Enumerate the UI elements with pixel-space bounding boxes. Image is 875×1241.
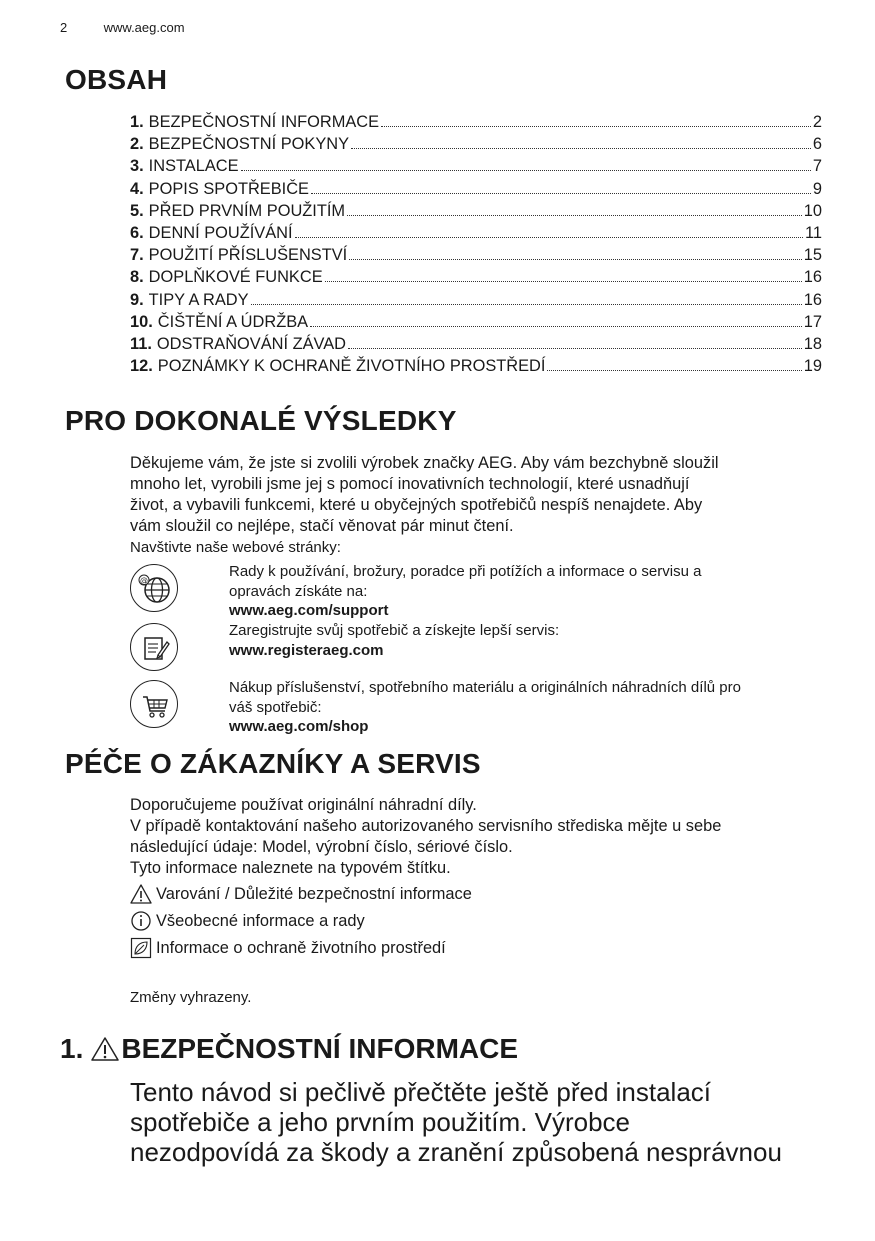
toc-leader (351, 148, 811, 149)
legend-warning (130, 883, 472, 905)
toc-item-page: 2 (812, 113, 822, 131)
toc-leader (381, 126, 811, 127)
toc-item-number: 3. (130, 157, 144, 176)
shop-link[interactable]: www.aeg.com/shop (229, 718, 369, 736)
safety-line: nezodpovídá za škody a zranění způsobená nesprávnou (130, 1137, 782, 1167)
toc-item-page: 19 (803, 357, 822, 376)
service-text: opravách získáte na: (229, 582, 368, 600)
toc-item-page: 16 (803, 268, 822, 287)
toc-item-number: 4. (130, 179, 144, 198)
toc-item-label: TIPY A RADY (148, 290, 249, 309)
toc-leader (295, 237, 803, 238)
results-line: život, a vybavili funkcemi, které u obyčejných spotřebičů nespíš nenajdete. Aby (130, 496, 703, 514)
service-text: Nákup příslušenství, spotřebního materiálu a originálních náhradních dílů pro (229, 679, 741, 696)
toc-item-label: INSTALACE (148, 157, 239, 176)
toc-item-number: 7. (130, 246, 144, 265)
toc-item-label: BEZPEČNOSTNÍ POKYNY (148, 135, 350, 154)
toc-item-label: ODSTRAŇOVÁNÍ ZÁVAD (156, 334, 347, 353)
toc-item[interactable] (130, 155, 822, 177)
table-of-contents (130, 111, 822, 377)
results-line: mnoho let, vyrobili jsme jej s pomocí inovativních technologií, které usnadňují (130, 475, 690, 493)
customer-line: Doporučujeme používat originální náhradní díly. (130, 796, 477, 814)
toc-leader (251, 304, 802, 305)
toc-item[interactable] (130, 333, 822, 355)
service-shop (229, 678, 741, 737)
toc-item-page: 16 (803, 290, 822, 309)
toc-leader (325, 281, 802, 282)
toc-item-page: 6 (812, 135, 822, 154)
safety-title: BEZPEČNOSTNÍ INFORMACE (121, 1033, 519, 1064)
toc-title: OBSAH (65, 64, 168, 95)
toc-item[interactable] (130, 355, 822, 377)
toc-item-page: 10 (803, 201, 822, 220)
toc-leader (547, 370, 801, 371)
changes-reserved: Změny vyhrazeny. (130, 989, 252, 1006)
results-line: Děkujeme vám, že jste si zvolili výrobek značky AEG. Aby vám bezchybně sloužil (130, 454, 719, 472)
toc-item[interactable] (130, 133, 822, 155)
toc-leader (347, 215, 802, 216)
service-text: Zaregistrujte svůj spotřebič a získejte lepší servis: (229, 622, 560, 639)
website-link[interactable]: www.aeg.com (103, 20, 185, 35)
toc-item-label: DOPLŇKOVÉ FUNKCE (148, 268, 323, 287)
info-icon (130, 910, 152, 932)
toc-item-label: POPIS SPOTŘEBIČE (148, 179, 309, 198)
warning-icon (130, 883, 152, 905)
toc-item-page: 18 (803, 334, 822, 353)
legend-environment (130, 937, 446, 959)
toc-leader (348, 348, 802, 349)
toc-item-number: 5. (130, 201, 144, 220)
warning-icon (91, 1035, 119, 1063)
customer-care-text (130, 795, 830, 879)
toc-item[interactable] (130, 111, 822, 133)
page-number: 2 (60, 20, 68, 35)
toc-item-label: DENNÍ POUŽÍVÁNÍ (148, 223, 293, 242)
toc-item-number: 1. (130, 113, 144, 131)
toc-item-label: POZNÁMKY K OCHRANĚ ŽIVOTNÍHO PROSTŘEDÍ (157, 357, 546, 376)
toc-item[interactable] (130, 200, 822, 222)
legend-label: Informace o ochraně životního prostředí (156, 939, 446, 957)
toc-item[interactable] (130, 222, 822, 244)
toc-item[interactable] (130, 244, 822, 266)
toc-item-number: 9. (130, 290, 144, 309)
page-header (60, 20, 185, 35)
toc-leader (310, 326, 802, 327)
safety-heading (60, 1033, 518, 1065)
toc-item-number: 11. (130, 334, 152, 353)
toc-item-label: POUŽITÍ PŘÍSLUŠENSTVÍ (148, 246, 348, 265)
toc-item-number: 8. (130, 268, 144, 287)
safety-line: Tento návod si pečlivě přečtěte ještě před instalací (130, 1077, 712, 1107)
service-register (229, 621, 559, 660)
register-link[interactable]: www.registeraeg.com (229, 641, 384, 659)
support-link[interactable]: www.aeg.com/support (229, 602, 389, 620)
results-line: vám sloužil co nejlépe, stačí věnovat pár minut čtení. (130, 517, 514, 535)
visit-website-text: Navštivte naše webové stránky: (130, 539, 341, 556)
legend-label: Všeobecné informace a rady (156, 912, 365, 930)
results-intro (130, 453, 830, 537)
legend-info (130, 910, 365, 932)
service-text: Rady k používání, brožury, poradce při potížích a informace o servisu a (229, 563, 702, 580)
toc-item-number: 2. (130, 135, 144, 154)
safety-line: spotřebiče a jeho prvním použitím. Výrobce (130, 1107, 631, 1137)
toc-item[interactable] (130, 289, 822, 311)
toc-item-page: 11 (804, 223, 822, 242)
toc-item-label: ČIŠTĚNÍ A ÚDRŽBA (157, 312, 309, 331)
customer-line: následující údaje: Model, výrobní číslo, sériové číslo. (130, 838, 513, 856)
toc-leader (241, 170, 811, 171)
toc-leader (349, 259, 802, 260)
customer-line: V případě kontaktování našeho autorizovaného servisního střediska mějte u sebe (130, 817, 722, 835)
svg-text:@: @ (140, 576, 148, 585)
legend-label: Varování / Důležité bezpečnostní informace (156, 885, 472, 903)
toc-item[interactable] (130, 266, 822, 288)
customer-line: Tyto informace naleznete na typovém štítku. (130, 859, 451, 877)
toc-item[interactable] (130, 311, 822, 333)
toc-item[interactable] (130, 178, 822, 200)
toc-item-label: PŘED PRVNÍM POUŽITÍM (148, 201, 346, 220)
toc-item-page: 17 (803, 312, 822, 331)
service-support (229, 562, 701, 621)
register-icon (130, 623, 178, 671)
cart-icon (130, 680, 178, 728)
toc-item-number: 10. (130, 312, 153, 331)
safety-number: 1. (60, 1033, 84, 1064)
service-text: váš spotřebič: (229, 698, 322, 716)
toc-item-number: 6. (130, 223, 144, 242)
toc-leader (311, 193, 811, 194)
leaf-icon (130, 937, 152, 959)
toc-item-page: 9 (812, 179, 822, 198)
toc-item-page: 15 (803, 246, 822, 265)
toc-item-number: 12. (130, 357, 153, 376)
customer-care-title: PÉČE O ZÁKAZNÍKY A SERVIS (65, 748, 481, 779)
results-title: PRO DOKONALÉ VÝSLEDKY (65, 405, 457, 436)
toc-item-page: 7 (812, 157, 822, 176)
toc-item-label: BEZPEČNOSTNÍ INFORMACE (148, 113, 380, 131)
globe-icon (130, 564, 178, 612)
safety-intro (130, 1077, 782, 1167)
